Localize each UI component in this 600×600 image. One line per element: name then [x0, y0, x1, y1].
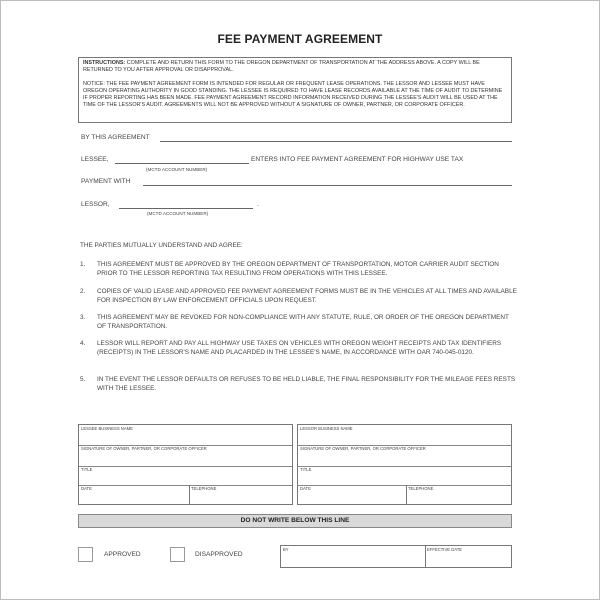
terms-item — [80, 287, 520, 307]
lessee-account-sublabel: (MCTD ACCOUNT NUMBER) — [146, 167, 208, 172]
lessor-telephone-label: TELEPHONE — [408, 486, 434, 491]
instructions-box — [78, 57, 512, 123]
terms-item-number: 1. — [80, 261, 86, 268]
terms-item-number: 5. — [80, 376, 86, 383]
lessee-telephone-label: TELEPHONE — [191, 486, 217, 491]
instructions-text: COMPLETE AND RETURN THIS FORM TO THE OREGON DEPARTMENT OF TRANSPORTATION AT THE ADDRESS ABOVE. A COPY WILL BE RETURNED TO YOU AFTER APPROVAL OR DISAPPROVAL. — [83, 60, 480, 73]
lessor-label: LESSOR, — [81, 201, 110, 208]
lessor-business-name-label: LESSOR BUSINESS NAME — [300, 426, 353, 431]
divider — [79, 485, 292, 486]
lessee-title-label: TITLE — [81, 467, 93, 472]
lessor-period: . — [257, 201, 259, 208]
divider — [406, 485, 407, 505]
enters-into-text: ENTERS INTO FEE PAYMENT AGREEMENT FOR HIGHWAY USE TAX — [251, 156, 464, 163]
terms-item-text: LESSOR WILL REPORT AND PAY ALL HIGHWAY USE TAXES ON VEHICLES WITH OREGON WEIGHT RECEIPTS AND TAX IDENTIFIERS (RECEIPTS) IN THE LESSOR'S NAME AND PLACARDED IN THE LESSEE'S NAME, IN ACCORDANCE WITH OAR 740-045-0120. — [97, 340, 502, 356]
instructions-label: INSTRUCTIONS: — [83, 60, 126, 66]
terms-item-text: THIS AGREEMENT MAY BE REVOKED FOR NON-COMPLIANCE WITH ANY STATUTE, RULE, OR ORDER OF THE OREGON DEPARTMENT OF TRANSPORTATION. — [97, 314, 509, 330]
approved-label: APPROVED — [104, 551, 141, 558]
terms-item-text: IN THE EVENT THE LESSOR DEFAULTS OR REFUSES TO BE HELD LIABLE, THE FINAL RESPONSIBILITY FOR THE MILEAGE FEES RESTS WITH THE LESSEE. — [97, 376, 516, 392]
lessor-signature-box — [297, 424, 512, 505]
instructions-paragraph — [83, 60, 507, 74]
approved-checkbox[interactable] — [78, 547, 93, 562]
divider — [189, 485, 190, 505]
terms-item-number: 4. — [80, 340, 86, 347]
lessee-label: LESSEE, — [81, 156, 109, 163]
terms-item-text: THIS AGREEMENT MUST BE APPROVED BY THE OREGON DEPARTMENT OF TRANSPORTATION, MOTOR CARRIER AUDIT SECTION PRIOR TO THE LESSOR REPORTING TAX RESULTING FROM OPERATIONS WITH THIS LESSEE. — [97, 261, 499, 277]
page-title: FEE PAYMENT AGREEMENT — [217, 32, 383, 46]
office-approval-box — [280, 545, 512, 568]
terms-item-number: 2. — [80, 288, 86, 295]
lessor-title-label: TITLE — [300, 467, 312, 472]
office-use-banner: DO NOT WRITE BELOW THIS LINE — [78, 514, 512, 528]
terms-item — [80, 260, 520, 280]
payment-with-label: PAYMENT WITH — [81, 178, 131, 185]
lessor-signature-label: SIGNATURE OF OWNER, PARTNER, OR CORPORATE OFFICER — [300, 446, 426, 451]
by-this-agreement-field[interactable] — [160, 141, 512, 142]
lessor-date-label: DATE — [300, 486, 311, 491]
effective-date-label: EFFECTIVE DATE — [427, 547, 463, 552]
by-this-agreement-label: BY THIS AGREEMENT — [81, 134, 150, 141]
terms-intro: THE PARTIES MUTUALLY UNDERSTAND AND AGREE: — [80, 242, 243, 249]
lessor-account-sublabel: (MCTD ACCOUNT NUMBER) — [147, 211, 209, 216]
notice-paragraph: NOTICE: THE FEE PAYMENT AGREEMENT FORM IS INTENDED FOR REGULAR OR FREQUENT LEASE OPERATIONS. THE LESSOR AND LESSEE MUST HAVE OREGON OPERATING AUTHORITY IN GOOD STANDING. THE LESSEE IS REQUIRED TO HAVE LEASE RECORDS AVAILABLE AT THE TIME OF AUDIT TO DETERMINE IF PROPER REPORTING HAS BEEN MADE. FEE PAYMENT AGREEMENT RECORD INFORMATION RECEIVED DURING THE LESSEE'S AUDIT WILL BE USED AT THE TIME OF THE LESSOR'S AUDIT. AGREEMENTS WILL NOT BE APPROVED WITHOUT A SIGNATURE OF OWNER, PARTNER, OR CORPORATE OFFICER. — [83, 81, 503, 108]
disapproved-label: DISAPPROVED — [195, 551, 243, 558]
terms-item — [80, 339, 520, 367]
divider — [425, 546, 426, 567]
lessee-business-name-label: LESSEE BUSINESS NAME — [81, 426, 133, 431]
lessee-signature-label: SIGNATURE OF OWNER, PARTNER, OR CORPORATE OFFICER — [81, 446, 207, 451]
lessee-signature-box — [78, 424, 293, 505]
disapproved-checkbox[interactable] — [170, 547, 185, 562]
terms-item — [80, 375, 520, 395]
terms-item-number: 3. — [80, 314, 86, 321]
terms-item — [80, 313, 520, 333]
terms-item-text: COPIES OF VALID LEASE AND APPROVED FEE PAYMENT AGREEMENT FORMS MUST BE IN THE VEHICLES AT ALL TIMES AND AVAILABLE FOR INSPECTION BY LAW ENFORCEMENT OFFICIALS UPON REQUEST. — [97, 288, 517, 304]
by-label: BY — [283, 547, 289, 552]
payment-with-field[interactable] — [143, 185, 512, 186]
divider — [298, 485, 511, 486]
lessee-account-field[interactable] — [115, 163, 249, 164]
divider — [79, 466, 292, 467]
lessee-date-label: DATE — [81, 486, 92, 491]
lessor-account-field[interactable] — [119, 208, 253, 209]
divider — [298, 466, 511, 467]
